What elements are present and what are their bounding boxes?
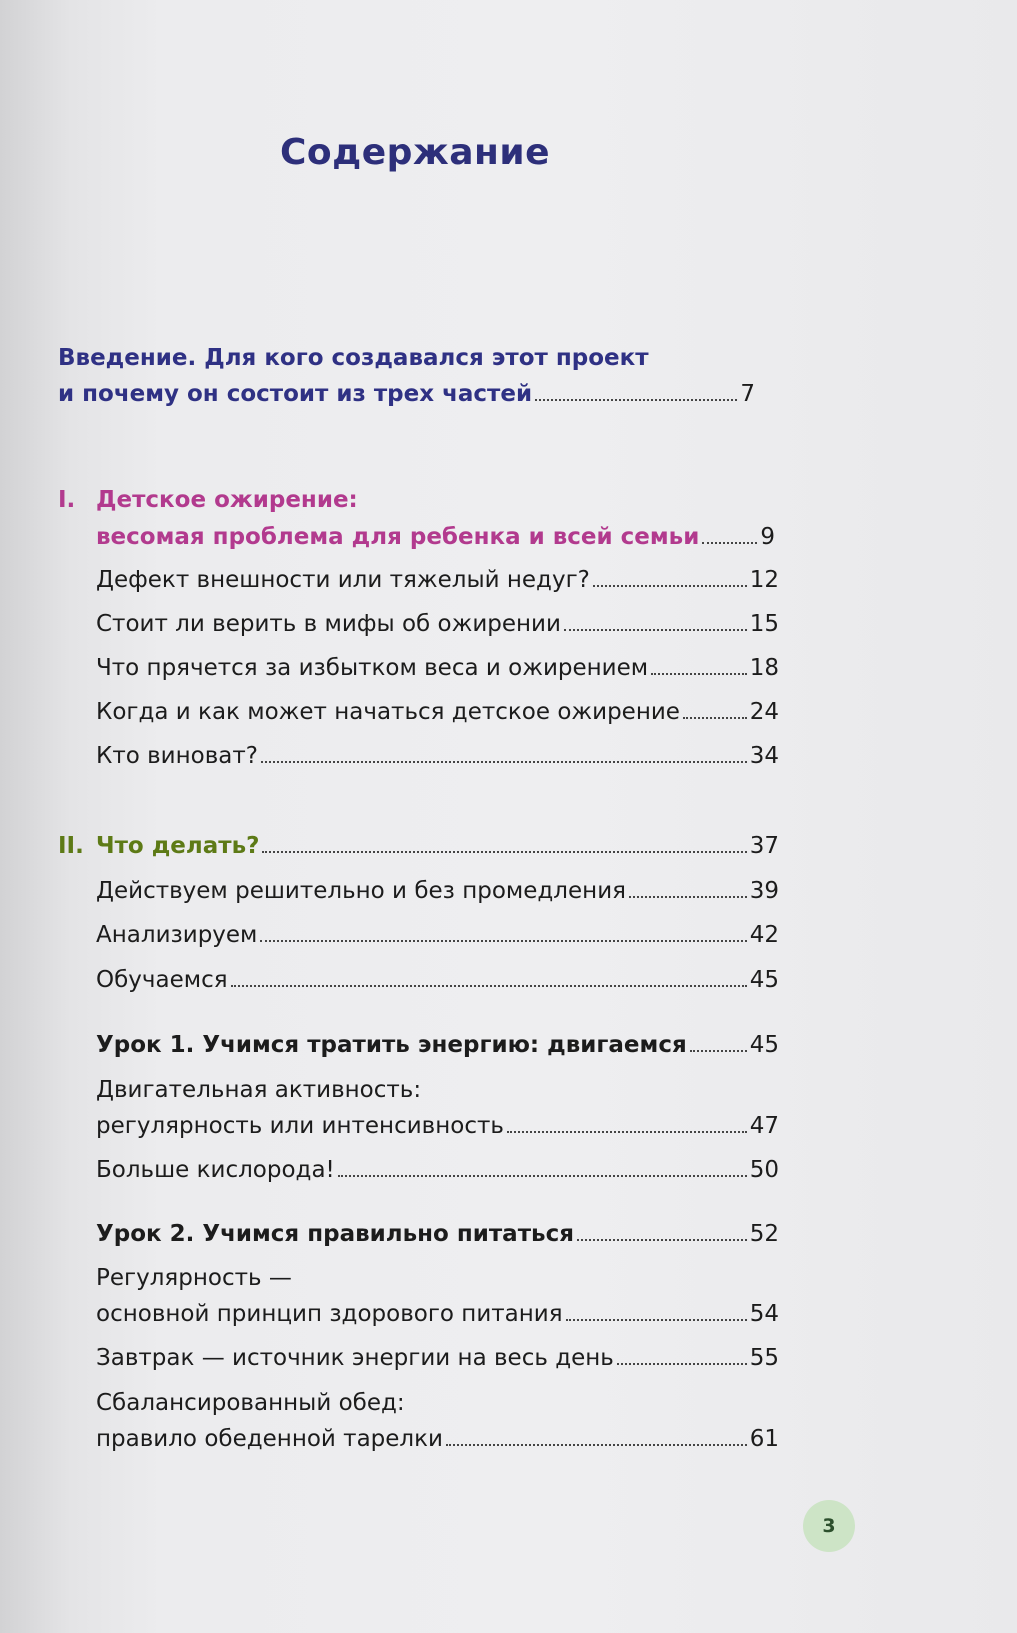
toc-entry[interactable] xyxy=(96,609,779,639)
dot-leader xyxy=(683,717,747,719)
toc-page-number: 55 xyxy=(749,1345,779,1371)
toc-entry-text: Регулярность — xyxy=(96,1265,292,1291)
dot-leader xyxy=(690,1050,747,1052)
toc-entry-text: правило обеденной тарелки xyxy=(96,1426,443,1452)
toc-entry[interactable] xyxy=(96,653,779,683)
dot-leader xyxy=(535,399,737,401)
toc-lesson2[interactable] xyxy=(96,1219,779,1249)
toc-entry-line1 xyxy=(96,1388,405,1418)
dot-leader xyxy=(507,1131,747,1133)
toc-entry[interactable] xyxy=(96,920,779,950)
toc-page-number: 45 xyxy=(749,967,779,993)
toc-entry[interactable] xyxy=(96,1299,779,1329)
toc-entry-text: весомая проблема для ребенка и всей семьи xyxy=(96,524,700,550)
dot-leader xyxy=(593,585,747,587)
toc-entry[interactable] xyxy=(96,965,779,995)
dot-leader xyxy=(446,1444,747,1446)
section-number: I. xyxy=(58,487,76,513)
dot-leader xyxy=(566,1319,747,1321)
toc-page-number: 54 xyxy=(749,1301,779,1327)
toc-entry-text: Кто виноват? xyxy=(96,743,258,769)
dot-leader xyxy=(577,1239,747,1241)
toc-entry-text: Обучаемся xyxy=(96,967,228,993)
dot-leader xyxy=(262,851,746,853)
toc-entry-text: Действуем решительно и без промедления xyxy=(96,878,626,904)
section-number: II. xyxy=(58,833,84,859)
toc-page-number: 34 xyxy=(749,743,779,769)
toc-entry-text: основной принцип здорового питания xyxy=(96,1301,563,1327)
toc-section1-line2[interactable] xyxy=(96,522,775,552)
toc-entry[interactable] xyxy=(96,1424,779,1454)
dot-leader xyxy=(629,896,747,898)
toc-entry-text: Двигательная активность: xyxy=(96,1077,422,1103)
toc-page-number: 39 xyxy=(749,878,779,904)
toc-page-number: 15 xyxy=(749,611,779,637)
toc-lesson1[interactable] xyxy=(96,1030,779,1060)
page-title: Содержание xyxy=(279,132,551,173)
toc-intro-line1 xyxy=(58,343,649,373)
toc-entry-text: Анализируем xyxy=(96,922,258,948)
dot-leader xyxy=(261,761,747,763)
dot-leader xyxy=(231,985,747,987)
toc-entry-text: регулярность или интенсивность xyxy=(96,1113,504,1139)
toc-intro-line2[interactable] xyxy=(58,379,755,409)
dot-leader xyxy=(338,1175,747,1177)
toc-entry[interactable] xyxy=(96,1111,779,1141)
toc-entry[interactable] xyxy=(96,1155,779,1185)
dot-leader xyxy=(651,673,747,675)
toc-section1-line1 xyxy=(58,485,358,515)
toc-entry-text: Стоит ли верить в мифы об ожирении xyxy=(96,611,561,637)
toc-entry-text: Завтрак — источник энергии на весь день xyxy=(96,1345,614,1371)
toc-page-number: 61 xyxy=(749,1426,779,1452)
toc-entry-text: и почему он состоит из трех частей xyxy=(58,381,533,407)
toc-entry[interactable] xyxy=(96,741,779,771)
toc-entry-text: Что прячется за избытком веса и ожирением xyxy=(96,655,649,681)
toc-page-number: 52 xyxy=(749,1221,779,1247)
toc-entry[interactable] xyxy=(96,876,779,906)
toc-page-number: 7 xyxy=(740,381,755,407)
toc-section2[interactable] xyxy=(58,831,779,861)
toc-entry-text: Больше кислорода! xyxy=(96,1157,335,1183)
toc-entry-text: Когда и как может начаться детское ожирение xyxy=(96,699,680,725)
toc-entry[interactable] xyxy=(96,1343,779,1373)
toc-page-number: 42 xyxy=(749,922,779,948)
toc-entry-text: Сбалансированный обед: xyxy=(96,1390,405,1416)
toc-page-number: 9 xyxy=(760,524,775,550)
dot-leader xyxy=(260,940,746,942)
toc-page-number: 50 xyxy=(749,1157,779,1183)
dot-leader xyxy=(564,629,747,631)
toc-entry-text: Что делать? xyxy=(96,833,260,859)
toc-entry-line1 xyxy=(96,1075,421,1105)
toc-page-number: 18 xyxy=(749,655,779,681)
toc-entry-text: Урок 2. Учимся правильно питаться xyxy=(96,1221,574,1247)
toc-page-number: 47 xyxy=(749,1113,779,1139)
toc-page-number: 37 xyxy=(749,833,779,859)
toc-entry-text: Дефект внешности или тяжелый недуг? xyxy=(96,567,590,593)
dot-leader xyxy=(702,542,757,544)
toc-entry-text: Введение. Для кого создавался этот проект xyxy=(58,345,649,371)
toc-entry-line1 xyxy=(96,1263,292,1293)
dot-leader xyxy=(617,1363,747,1365)
toc-page-number: 45 xyxy=(749,1032,779,1058)
toc-entry-text: Детское ожирение: xyxy=(96,487,358,513)
toc-page-number: 12 xyxy=(749,567,779,593)
toc-entry-text: Урок 1. Учимся тратить энергию: двигаемся xyxy=(96,1032,687,1058)
toc-entry[interactable] xyxy=(96,565,779,595)
toc-page-number: 24 xyxy=(749,699,779,725)
page-number-badge: 3 xyxy=(803,1500,855,1552)
toc-entry[interactable] xyxy=(96,697,779,727)
